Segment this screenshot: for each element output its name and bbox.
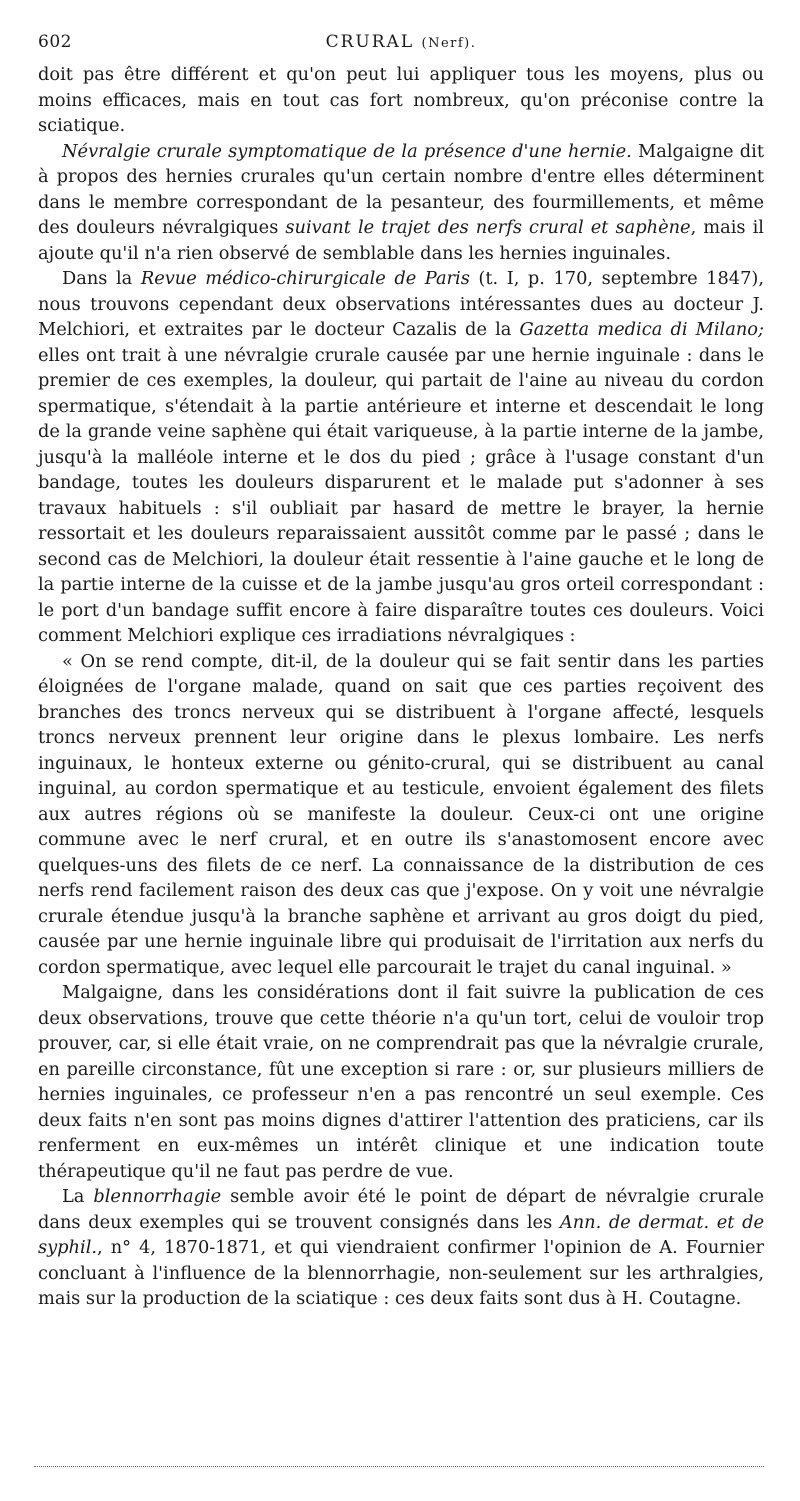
- paragraph: [38, 1184, 764, 1312]
- text-run: « On se rend compte, dit-il, de la douleur qui se fait sentir dans les parties éloignées de l'organe malade, quand on sait que ces parties reçoivent des branches des troncs nerveux qui se distribuent à l'organe affecté, lesquels troncs nerveux prennent leur origine dans le plexus lombaire. Les nerfs inguinaux, le honteux externe ou génito-crural, qui se distribuent au canal inguinal, au cordon spermatique et au testicule, envoient également des filets aux autres régions où se manifeste la douleur. Ceux-ci ont une origine commune avec le nerf crural, et en outre ils s'anastomosent encore avec quelques-uns des filets de ce nerf. La connaissance de la distribution de ces nerfs rend facilement raison des deux cas que j'expose. On y voit une névralgie crurale étendue jusqu'à la branche saphène et arrivant au gros doigt du pied, causée par une hernie inguinale libre qui produisait de l'irritation aux nerfs du cordon spermatique, avec lequel elle parcourait le trajet du canal inguinal. »: [38, 650, 764, 978]
- page-header: [38, 28, 764, 62]
- book-page: [38, 28, 764, 1312]
- text-run: La: [62, 1186, 94, 1207]
- italic-run: Ann. de dermat. et de syphil.: [38, 1211, 764, 1258]
- paragraph: [38, 980, 764, 1184]
- text-run: , n° 4, 1870-1871, et qui viendraient confirmer l'opinion de A. Fournier concluant à l'influence de la blennorrhagie, non-seulement sur les arthralgies, mais sur la production de la sciatique : ces deux faits sont dus à H. Coutagne.: [38, 1237, 764, 1309]
- running-title: [38, 32, 764, 52]
- footer-dotted-rule: [34, 1466, 764, 1467]
- italic-run: Névralgie crurale symptomatique de la présence d'une hernie.: [62, 140, 632, 162]
- page-number: 602: [38, 32, 72, 52]
- text-run: Malgaigne dit à propos des hernies crurales qu'un certain nombre d'entre elles déterminent dans le membre correspondant de la pesanteur, des fourmillements, et même des douleurs névralgiques: [38, 140, 764, 238]
- paragraph: [38, 62, 764, 139]
- text-run: , mais il ajoute qu'il n'a rien observé de semblable dans les hernies inguinales.: [38, 217, 764, 264]
- text-run: semble avoir été le point de départ de névralgie crurale dans deux exemples qui se trouvent consignés dans les: [38, 1186, 765, 1233]
- text-run: Dans la: [62, 268, 141, 289]
- running-title-main: CRURAL: [325, 32, 415, 52]
- italic-run: suivant le trajet des nerfs crural et saphène: [285, 217, 691, 238]
- italic-run: blennorrhagie: [93, 1186, 222, 1207]
- italic-run: Revue médico-chirurgicale de Paris: [140, 268, 470, 289]
- paragraph: [38, 266, 764, 649]
- paragraph: [38, 649, 764, 981]
- text-run: elles ont trait à une névralgie crurale causée par une hernie inguinale : dans le premier de ces exemples, la douleur, qui partait de l'aine au niveau du cordon spermatique, s'étendait à la partie antérieure et interne et descendait le long de la grande veine saphène qui était variqueuse, à la partie interne de la jambe, jusqu'à la malléole interne et le dos du pied ; grâce à l'usage constant d'un bandage, toutes les douleurs disparurent et le malade put s'adonner à ses travaux habituels : s'il oubliait par hasard de mettre le brayer, la hernie ressortait et les douleurs reparaissaient aussitôt comme par le passé ; dans le second cas de Melchiori, la douleur était ressentie à l'aine gauche et le long de la partie interne de la cuisse et de la jambe jusqu'au gros orteil correspondant : le port d'un bandage suffit encore à faire disparaître toutes ces douleurs. Voici comment Melchiori explique ces irradiations névralgiques :: [38, 344, 764, 646]
- text-run: (t. I, p. 170, septembre 1847), nous trouvons cependant deux observations intéressantes dues au docteur J. Melchiori, et extraites par le docteur Cazalis de la: [38, 268, 764, 340]
- running-title-sub: (Nerf).: [421, 36, 477, 51]
- body-text: [38, 62, 764, 1312]
- text-run: Malgaigne, dans les considérations dont il fait suivre la publication de ces deux observations, trouve que cette théorie n'a qu'un tort, celui de vouloir trop prouver, car, si elle était vraie, on ne comprendrait pas que la névralgie crurale, en pareille circonstance, fût une exception si rare : or, sur plusieurs milliers de hernies inguinales, ce professeur n'en a pas rencontré un seul exemple. Ces deux faits n'en sont pas moins dignes d'attirer l'attention des praticiens, car ils renferment en eux-mêmes un intérêt clinique et une indication toute thérapeutique qu'il ne faut pas perdre de vue.: [38, 982, 764, 1182]
- italic-run: Gazetta medica di Milano;: [519, 319, 764, 340]
- text-run: doit pas être différent et qu'on peut lui appliquer tous les moyens, plus ou moins efficaces, mais en tout cas fort nombreux, qu'on préconise contre la sciatique.: [38, 64, 764, 136]
- paragraph: [38, 139, 764, 267]
